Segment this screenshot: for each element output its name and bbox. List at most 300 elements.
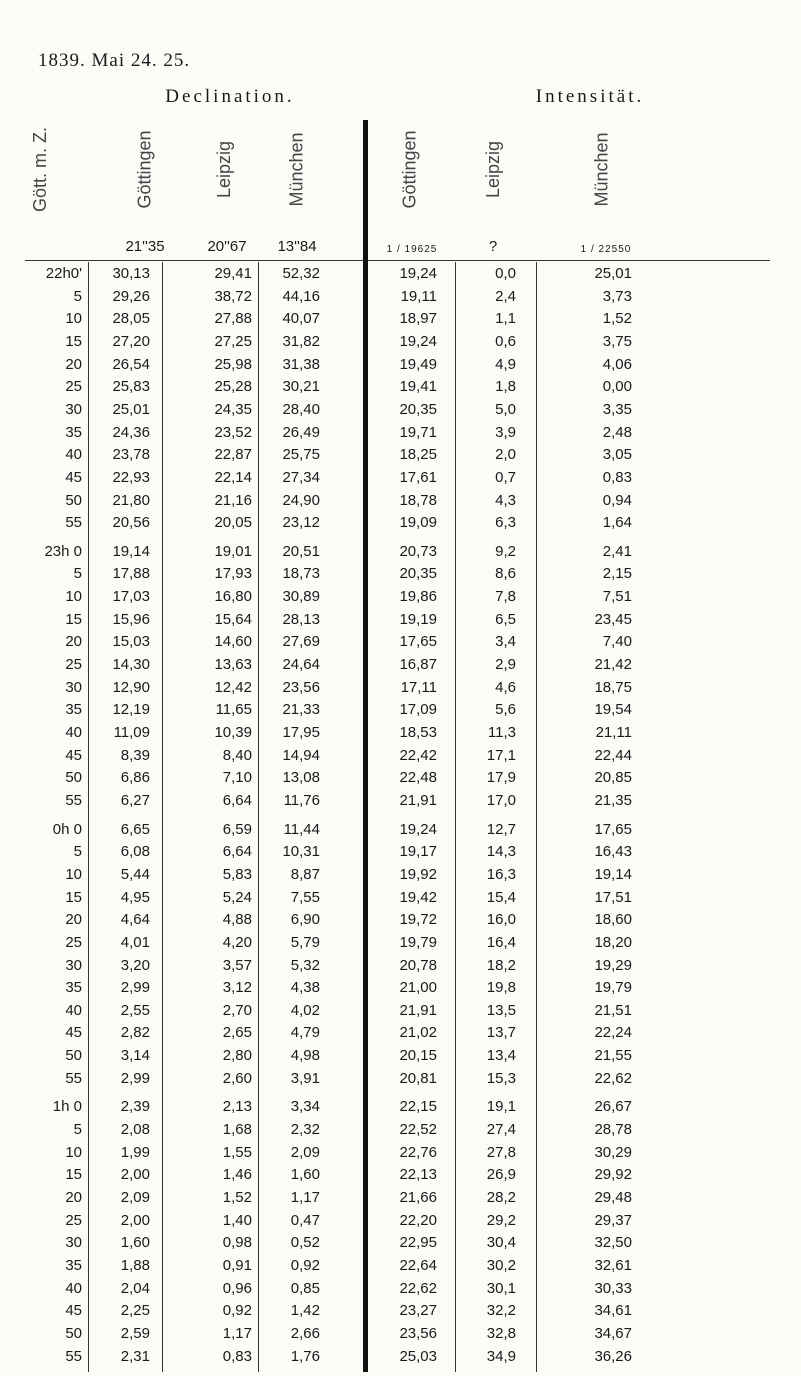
cell-int-muenchen: 17,51 [594,888,632,906]
table-row [0,1121,801,1140]
cell-int-leipzig: 26,9 [486,1166,516,1184]
table-row [0,866,801,885]
time-cell: 50 [65,769,82,787]
cell-int-leipzig: 15,3 [486,1069,516,1087]
time-cell: 55 [65,791,82,809]
cell-int-muenchen: 3,73 [602,287,632,305]
cell-decl-leipzig: 25,98 [214,355,252,373]
cell-decl-muenchen: 4,02 [290,1001,320,1019]
cell-int-muenchen: 0,00 [602,378,632,396]
cell-int-leipzig: 16,4 [486,933,516,951]
time-cell: 35 [65,1256,82,1274]
column-header-time: Gött. m. Z. [29,126,50,212]
cell-decl-leipzig: 15,64 [214,610,252,628]
cell-decl-leipzig: 0,91 [222,1256,252,1274]
cell-int-goettingen: 22,95 [399,1234,437,1252]
cell-int-goettingen: 19,41 [399,378,437,396]
time-cell: 40 [65,1001,82,1019]
cell-int-leipzig: 3,9 [495,423,516,441]
cell-int-muenchen: 3,05 [602,446,632,464]
cell-int-leipzig: 1,1 [495,310,516,328]
cell-int-leipzig: 13,7 [486,1024,516,1042]
cell-decl-leipzig: 5,24 [222,888,252,906]
cell-int-leipzig: 18,2 [486,956,516,974]
cell-int-muenchen: 21,55 [594,1047,632,1065]
cell-int-goettingen: 17,65 [399,633,437,651]
cell-decl-goettingen: 2,55 [120,1001,150,1019]
cell-decl-muenchen: 4,79 [290,1024,320,1042]
cell-decl-leipzig: 5,83 [222,865,252,883]
intensity-heading: Intensität. [535,86,645,107]
cell-int-leipzig: 15,4 [486,888,516,906]
cell-int-goettingen: 19,19 [399,610,437,628]
cell-decl-muenchen: 40,07 [282,310,320,328]
time-cell: 5 [73,843,82,861]
cell-int-leipzig: 13,5 [486,1001,516,1019]
time-cell: 10 [65,865,82,883]
cell-int-goettingen: 20,73 [399,542,437,560]
cell-decl-goettingen: 4,01 [120,933,150,951]
cell-decl-goettingen: 17,03 [112,588,150,606]
cell-decl-leipzig: 4,88 [222,911,252,929]
cell-int-leipzig: 5,0 [495,400,516,418]
cell-int-leipzig: 0,6 [495,332,516,350]
cell-int-muenchen: 21,42 [594,656,632,674]
cell-decl-leipzig: 0,98 [222,1234,252,1252]
cell-decl-leipzig: 0,92 [222,1302,252,1320]
cell-int-muenchen: 25,01 [594,265,632,282]
scale-int-leipzig: ? [488,238,498,255]
cell-decl-goettingen: 2,99 [120,1069,150,1087]
cell-decl-goettingen: 4,95 [120,888,150,906]
cell-decl-goettingen: 2,31 [120,1347,150,1365]
cell-decl-goettingen: 26,54 [112,355,150,373]
cell-int-leipzig: 17,1 [486,746,516,764]
cell-decl-muenchen: 28,40 [282,400,320,418]
cell-int-muenchen: 22,24 [594,1024,632,1042]
time-cell: 55 [65,1069,82,1087]
table-row [0,633,801,652]
cell-decl-muenchen: 4,38 [290,979,320,997]
cell-int-goettingen: 18,97 [399,310,437,328]
cell-int-goettingen: 19,72 [399,911,437,929]
cell-decl-muenchen: 0,92 [290,1256,320,1274]
table-row [0,889,801,908]
cell-decl-goettingen: 6,86 [120,769,150,787]
cell-decl-goettingen: 20,56 [112,514,150,532]
table-row [0,469,801,488]
time-cell: 23h 0 [44,542,82,560]
column-header-decl-leipzig: Leipzig [214,140,235,198]
table-row [0,1234,801,1253]
cell-int-goettingen: 23,27 [399,1302,437,1320]
cell-int-goettingen: 19,86 [399,588,437,606]
table-row [0,1257,801,1276]
cell-decl-muenchen: 17,95 [282,724,320,741]
cell-decl-goettingen: 8,39 [120,746,150,764]
time-cell: 30 [65,678,82,696]
cell-int-muenchen: 7,51 [602,588,632,606]
cell-decl-leipzig: 2,13 [222,1098,252,1116]
cell-decl-muenchen: 30,89 [282,588,320,606]
table-row [0,934,801,953]
cell-decl-leipzig: 38,72 [214,287,252,305]
cell-int-goettingen: 22,62 [399,1279,437,1297]
table-row [0,1098,801,1117]
scale-decl-muenchen: 13''84 [277,238,317,255]
cell-int-leipzig: 8,6 [495,565,516,583]
cell-int-leipzig: 28,2 [486,1189,516,1206]
cell-int-goettingen: 20,78 [399,956,437,974]
time-cell: 5 [73,1121,82,1139]
cell-decl-leipzig: 3,57 [222,956,252,974]
table-row [0,401,801,420]
cell-decl-muenchen: 5,32 [290,956,320,974]
table-row [0,565,801,584]
cell-int-muenchen: 26,67 [594,1098,632,1116]
cell-int-muenchen: 30,29 [594,1143,632,1161]
table-row [0,1189,801,1208]
cell-int-goettingen: 25,03 [399,1347,437,1365]
table-row [0,1002,801,1021]
time-cell: 25 [65,1211,82,1229]
cell-decl-leipzig: 21,16 [214,491,252,509]
cell-decl-leipzig: 4,20 [222,933,252,951]
cell-decl-goettingen: 27,20 [112,332,150,350]
time-cell: 20 [65,355,82,373]
cell-int-leipzig: 2,0 [495,446,516,464]
time-cell: 55 [65,1347,82,1365]
cell-decl-muenchen: 31,38 [282,355,320,373]
cell-decl-leipzig: 2,70 [222,1001,252,1019]
table-row [0,957,801,976]
time-cell: 20 [65,633,82,651]
cell-decl-goettingen: 1,60 [120,1234,150,1252]
cell-decl-muenchen: 26,49 [282,423,320,441]
cell-decl-muenchen: 20,51 [282,542,320,560]
table-row [0,424,801,443]
time-cell: 30 [65,1234,82,1252]
cell-decl-goettingen: 29,26 [112,287,150,305]
cell-decl-leipzig: 27,88 [214,310,252,328]
cell-int-goettingen: 19,17 [399,843,437,861]
cell-int-muenchen: 18,60 [594,911,632,929]
cell-decl-leipzig: 10,39 [214,724,252,741]
table-row [0,356,801,375]
cell-decl-goettingen: 2,00 [120,1166,150,1184]
cell-int-leipzig: 1,8 [495,378,516,396]
cell-decl-muenchen: 11,76 [283,791,320,809]
cell-int-goettingen: 21,00 [399,979,437,997]
cell-int-goettingen: 23,56 [399,1324,437,1342]
time-cell: 40 [65,446,82,464]
time-cell: 25 [65,933,82,951]
cell-decl-leipzig: 6,59 [222,820,252,838]
cell-int-goettingen: 17,61 [399,468,437,486]
cell-int-leipzig: 30,4 [486,1234,516,1252]
table-row [0,821,801,840]
time-cell: 35 [65,701,82,719]
cell-int-goettingen: 19,92 [399,865,437,883]
table-row [0,288,801,307]
cell-decl-goettingen: 6,65 [120,820,150,838]
cell-int-muenchen: 7,40 [602,633,632,651]
cell-int-leipzig: 9,2 [495,542,516,560]
cell-int-goettingen: 20,35 [399,400,437,418]
cell-int-muenchen: 0,94 [602,491,632,509]
cell-decl-leipzig: 1,68 [222,1121,252,1139]
cell-int-muenchen: 1,52 [602,310,632,328]
cell-int-muenchen: 22,44 [594,746,632,764]
time-cell: 45 [65,1302,82,1320]
cell-int-leipzig: 2,4 [495,287,516,305]
cell-decl-muenchen: 23,12 [282,514,320,532]
time-cell: 40 [65,724,82,741]
cell-decl-muenchen: 24,90 [282,491,320,509]
cell-int-leipzig: 4,3 [495,491,516,509]
time-cell: 25 [65,656,82,674]
cell-int-muenchen: 2,15 [602,565,632,583]
cell-decl-muenchen: 1,42 [290,1302,320,1320]
cell-int-leipzig: 17,0 [486,791,516,809]
cell-decl-muenchen: 1,17 [290,1189,320,1206]
cell-decl-leipzig: 24,35 [214,400,252,418]
cell-decl-muenchen: 7,55 [290,888,320,906]
cell-decl-leipzig: 23,52 [214,423,252,441]
scale-decl-goettingen: 21''35 [125,238,165,255]
time-cell: 0h 0 [52,820,82,838]
cell-decl-leipzig: 13,63 [214,656,252,674]
scale-int-goettingen: 1 / 19625 [386,244,438,255]
table-row [0,514,801,533]
cell-int-leipzig: 6,3 [495,514,516,532]
cell-int-leipzig: 14,3 [486,843,516,861]
cell-decl-goettingen: 2,59 [120,1324,150,1342]
time-cell: 35 [65,423,82,441]
cell-int-leipzig: 16,0 [486,911,516,929]
cell-int-muenchen: 32,50 [594,1234,632,1252]
table-row [0,701,801,720]
cell-decl-muenchen: 31,82 [282,332,320,350]
cell-decl-goettingen: 2,99 [120,979,150,997]
cell-int-muenchen: 34,61 [594,1302,632,1320]
cell-decl-muenchen: 14,94 [282,746,320,764]
cell-decl-leipzig: 22,87 [214,446,252,464]
cell-decl-leipzig: 3,12 [222,979,252,997]
cell-int-muenchen: 20,85 [594,769,632,787]
cell-int-goettingen: 19,11 [400,287,437,305]
cell-decl-leipzig: 1,40 [222,1211,252,1229]
time-cell: 50 [65,491,82,509]
cell-decl-goettingen: 28,05 [112,310,150,328]
cell-int-goettingen: 19,71 [399,423,437,441]
cell-decl-muenchen: 23,56 [282,678,320,696]
table-row [0,333,801,352]
time-cell: 10 [65,588,82,606]
column-header-int-goettingen: Göttingen [399,129,420,209]
cell-decl-muenchen: 18,73 [282,565,320,583]
cell-decl-leipzig: 2,60 [222,1069,252,1087]
table-row [0,446,801,465]
cell-int-muenchen: 19,54 [594,701,632,719]
cell-int-goettingen: 17,09 [399,701,437,719]
time-cell: 40 [65,1279,82,1297]
cell-int-goettingen: 20,15 [399,1047,437,1065]
cell-decl-muenchen: 28,13 [282,610,320,628]
cell-decl-muenchen: 2,09 [290,1143,320,1161]
table-row [0,1280,801,1299]
cell-decl-muenchen: 11,44 [283,820,320,838]
time-cell: 50 [65,1324,82,1342]
cell-int-leipzig: 27,4 [486,1121,516,1139]
cell-int-muenchen: 2,48 [602,423,632,441]
cell-int-leipzig: 32,8 [486,1324,516,1342]
cell-decl-muenchen: 24,64 [282,656,320,674]
column-header-int-muenchen: München [591,131,612,207]
cell-decl-goettingen: 2,82 [120,1024,150,1042]
cell-decl-leipzig: 19,01 [214,542,252,560]
cell-int-muenchen: 18,20 [594,933,632,951]
cell-int-goettingen: 19,24 [399,820,437,838]
cell-int-muenchen: 2,41 [602,542,632,560]
cell-int-muenchen: 19,14 [594,865,632,883]
cell-decl-muenchen: 30,21 [282,378,320,396]
table-row [0,1024,801,1043]
declination-heading: Declination. [165,86,295,107]
cell-int-muenchen: 17,65 [594,820,632,838]
cell-int-muenchen: 29,48 [594,1189,632,1206]
cell-decl-muenchen: 8,87 [290,865,320,883]
cell-int-goettingen: 19,79 [399,933,437,951]
cell-int-leipzig: 12,7 [486,820,516,838]
cell-int-muenchen: 29,37 [594,1211,632,1229]
time-cell: 5 [73,287,82,305]
cell-int-muenchen: 19,29 [594,956,632,974]
table-row [0,747,801,766]
cell-decl-goettingen: 2,04 [120,1279,150,1297]
time-cell: 15 [65,610,82,628]
table-row [0,792,801,811]
cell-int-goettingen: 19,24 [399,332,437,350]
cell-int-leipzig: 3,4 [495,633,516,651]
cell-decl-goettingen: 17,88 [112,565,150,583]
cell-decl-muenchen: 1,76 [290,1347,320,1365]
cell-decl-leipzig: 11,65 [215,701,252,719]
table-row [0,1325,801,1344]
cell-decl-leipzig: 1,52 [222,1189,252,1206]
cell-decl-goettingen: 24,36 [112,423,150,441]
cell-decl-leipzig: 25,28 [214,378,252,396]
cell-decl-leipzig: 16,80 [214,588,252,606]
cell-decl-muenchen: 3,34 [290,1098,320,1116]
cell-decl-leipzig: 0,96 [222,1279,252,1297]
table-row [0,543,801,562]
cell-int-goettingen: 22,48 [399,769,437,787]
column-header-decl-muenchen: München [286,131,307,207]
cell-decl-leipzig: 14,60 [214,633,252,651]
cell-int-goettingen: 20,35 [399,565,437,583]
cell-decl-goettingen: 15,96 [112,610,150,628]
cell-int-leipzig: 17,9 [486,769,516,787]
cell-int-muenchen: 1,64 [602,514,632,532]
cell-int-leipzig: 27,8 [486,1143,516,1161]
table-row [0,1047,801,1066]
cell-decl-muenchen: 27,69 [282,633,320,651]
cell-decl-leipzig: 2,65 [222,1024,252,1042]
table-row [0,911,801,930]
cell-int-leipzig: 0,0 [495,265,516,282]
time-cell: 15 [65,332,82,350]
cell-int-leipzig: 0,7 [495,468,516,486]
cell-decl-leipzig: 12,42 [214,678,252,696]
table-row [0,679,801,698]
cell-decl-goettingen: 30,13 [112,265,150,282]
cell-int-leipzig: 6,5 [495,610,516,628]
cell-int-leipzig: 32,2 [486,1302,516,1320]
cell-decl-goettingen: 25,01 [112,400,150,418]
cell-int-leipzig: 5,6 [495,701,516,719]
cell-int-muenchen: 18,75 [594,678,632,696]
cell-decl-muenchen: 21,33 [282,701,320,719]
cell-int-goettingen: 22,13 [399,1166,437,1184]
cell-decl-goettingen: 6,27 [120,791,150,809]
cell-int-leipzig: 7,8 [495,588,516,606]
cell-decl-goettingen: 15,03 [112,633,150,651]
time-cell: 15 [65,888,82,906]
cell-decl-muenchen: 44,16 [282,287,320,305]
cell-int-muenchen: 23,45 [594,610,632,628]
table-row [0,979,801,998]
cell-int-muenchen: 28,78 [594,1121,632,1139]
table-row [0,492,801,511]
cell-int-muenchen: 16,43 [594,843,632,861]
cell-int-muenchen: 3,75 [602,332,632,350]
cell-int-goettingen: 21,91 [399,1001,437,1019]
cell-decl-muenchen: 3,91 [290,1069,320,1087]
cell-int-goettingen: 18,25 [399,446,437,464]
time-cell: 20 [65,1189,82,1206]
cell-decl-muenchen: 52,32 [282,265,320,282]
cell-decl-leipzig: 27,25 [214,332,252,350]
time-cell: 15 [65,1166,82,1184]
cell-int-goettingen: 19,49 [399,355,437,373]
table-row [0,310,801,329]
cell-decl-muenchen: 0,47 [290,1211,320,1229]
cell-int-leipzig: 4,9 [495,355,516,373]
header-rule [25,260,770,261]
cell-int-goettingen: 19,09 [399,514,437,532]
cell-decl-goettingen: 2,25 [120,1302,150,1320]
cell-int-goettingen: 21,02 [399,1024,437,1042]
cell-int-goettingen: 21,91 [399,791,437,809]
cell-int-goettingen: 17,11 [400,678,437,696]
cell-int-muenchen: 0,83 [602,468,632,486]
cell-decl-muenchen: 6,90 [290,911,320,929]
time-cell: 50 [65,1047,82,1065]
cell-decl-leipzig: 1,46 [222,1166,252,1184]
table-row [0,1070,801,1089]
table-row [0,1302,801,1321]
cell-int-muenchen: 32,61 [594,1256,632,1274]
cell-int-leipzig: 30,2 [486,1256,516,1274]
table-row [0,588,801,607]
cell-decl-goettingen: 2,09 [120,1189,150,1206]
cell-decl-goettingen: 23,78 [112,446,150,464]
table-row [0,1144,801,1163]
time-cell: 45 [65,468,82,486]
time-cell: 45 [65,746,82,764]
cell-decl-leipzig: 1,55 [222,1143,252,1161]
